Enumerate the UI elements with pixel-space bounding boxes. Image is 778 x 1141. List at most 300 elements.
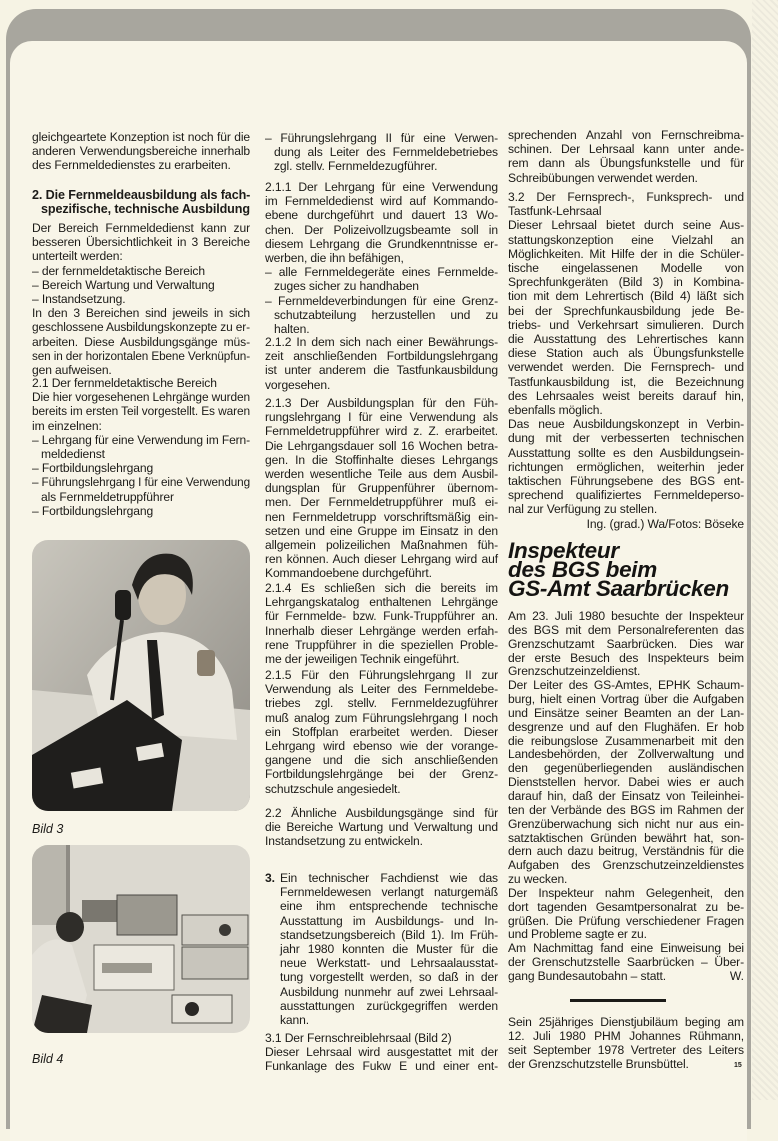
text-line-content: zeit anschließenden Fortbildungslehrgang <box>265 349 498 364</box>
text-line-content: dern auch dazu beitrug, Verständnis für die <box>508 844 744 859</box>
text-line-content: arbeiten. Diese Ausbildungsgänge müs- <box>32 334 250 349</box>
text-line <box>508 403 744 417</box>
text-line <box>265 439 498 453</box>
text-line-content: schutzabteilung herzustellen und zu <box>274 307 498 322</box>
text-line <box>508 517 744 531</box>
text-line-content: 2.1.3 Der Ausbildungsplan für den Füh- <box>265 396 498 410</box>
text-line-content: zgl. stellv. Fernmeldezugführer. <box>274 159 438 174</box>
text-line <box>32 433 250 447</box>
text-line <box>265 194 498 208</box>
text-line <box>265 999 498 1013</box>
text-line <box>508 735 744 749</box>
text-line-content: muß analog zum Führungslehrgang I noch <box>265 710 498 725</box>
text-line-content: Aufgaben des Grenzschutzeinzeldienstes <box>508 858 744 873</box>
paragraph <box>32 292 250 306</box>
text-line <box>32 278 250 292</box>
text-line-content: darauf hin, daß der Einsatz von Teileinhei- <box>508 788 744 803</box>
text-line-content: schutzschule angesiedelt. <box>265 781 401 796</box>
text-line-content: der Grenzschutzstelle Brunsbüttel. <box>508 1056 689 1071</box>
text-line-content: Sprechfunkgeräten (Bild 3) in Kombina- <box>508 275 744 290</box>
text-line-content: Am Nachmittag fand eine Einweisung bei <box>508 941 744 956</box>
text-line <box>508 204 744 218</box>
paragraph <box>32 264 250 278</box>
text-line-content: chen. Der Polizeivollzugsbeamte soll in <box>265 222 498 237</box>
text-line <box>265 1045 498 1059</box>
text-line <box>32 130 250 144</box>
text-line <box>265 914 498 928</box>
text-line <box>265 753 498 767</box>
text-line <box>265 180 498 194</box>
text-line <box>265 349 498 363</box>
intro-paragraph <box>32 130 250 173</box>
text-line-content: neue Werkstatt- und Lehrsaalausstat- <box>280 956 498 971</box>
text-line-content: die Bereiche Wartung und Verwaltung und <box>265 820 498 835</box>
text-line-content: grüßen. Die Prüfung verschiedener Fragen <box>508 913 744 928</box>
text-line <box>508 375 744 389</box>
text-line-content: und Einsätze seiner Beamten an der Lan- <box>508 705 744 720</box>
text-line <box>508 721 744 735</box>
text-line-content: gleichgeartete Konzeption ist noch für die <box>32 130 250 144</box>
text-line <box>265 410 498 424</box>
paragraph <box>508 517 744 531</box>
paragraph <box>508 190 744 218</box>
text-line <box>265 237 498 251</box>
text-line <box>508 446 744 460</box>
text-line <box>265 767 498 781</box>
text-line-content: stattungskonzeption eine Vielzahl an <box>508 232 744 247</box>
article-title-line: GS-Amt Saarbrücken <box>508 576 729 601</box>
text-line-content: ebenfalls möglich. <box>508 403 603 418</box>
text-line <box>265 682 498 696</box>
text-line <box>508 610 744 624</box>
text-line-content: sprechend qualifiziertes Fernmeldeperso- <box>508 488 744 503</box>
text-line <box>32 490 250 504</box>
text-line <box>265 481 498 495</box>
text-line-content: gang Bundesautobahn – statt. <box>508 968 667 983</box>
text-line-content: unterteilt werden: <box>32 249 123 264</box>
text-line <box>32 376 250 390</box>
text-line <box>508 431 744 445</box>
text-line-content: 2.1.1 Der Lehrgang für eine Verwendung <box>265 180 498 194</box>
jubilee-notice <box>508 1016 744 1071</box>
text-line <box>508 389 744 403</box>
text-line-content: richtungen ermöglichen, weiterhin jeder <box>508 459 744 474</box>
paragraph <box>265 131 498 174</box>
text-line-content: für Fernmelde- bzw. Funk-Truppführer an. <box>265 609 498 624</box>
text-line <box>508 275 744 289</box>
text-line <box>508 818 744 832</box>
text-line-content: desgrenze und auf den Flughäfen. Er hob <box>508 719 744 734</box>
text-line-content: Dienststellen hervor. Dabei wies er auch <box>508 775 744 790</box>
paragraph <box>32 221 250 264</box>
text-line <box>508 638 744 652</box>
text-line <box>508 832 744 846</box>
text-line-content: diesem Lehrgang die Grundkenntnisse er- <box>265 236 498 251</box>
article-title-line: des BGS beim <box>508 557 657 582</box>
text-line <box>508 247 744 261</box>
text-line-content: dungsplan für Gruppenführer übernom- <box>265 481 498 496</box>
text-line-content: den gegenüberliegenden ausländischen <box>508 761 744 776</box>
section-2-1-3 <box>265 396 498 581</box>
text-line <box>32 144 250 158</box>
text-line <box>508 318 744 332</box>
paragraph <box>265 1031 498 1045</box>
text-line <box>265 711 498 725</box>
text-line <box>508 665 744 679</box>
paragraph <box>32 433 250 461</box>
text-line <box>265 510 498 524</box>
text-line <box>265 739 498 753</box>
section-2-heading <box>32 188 250 216</box>
paragraph <box>265 335 498 392</box>
text-line-content: nal zur Verfügung zu stellen. <box>508 502 658 517</box>
photo-caption-bild-4: Bild 4 <box>32 1052 64 1066</box>
text-line-content: Fortbildungslehrgänge bei der Grenz- <box>265 767 498 782</box>
text-line <box>32 404 250 418</box>
text-line <box>508 859 744 873</box>
text-line <box>265 806 498 820</box>
section-3-number: 3. <box>265 871 275 885</box>
text-line <box>32 158 250 172</box>
text-line <box>508 845 744 859</box>
text-line-content: Am 23. Juli 1980 besuchte der Inspekteur <box>508 609 744 623</box>
text-line-content: Ausstattung sollte es den Ausbildungsein- <box>508 445 744 460</box>
text-line-content: taktischen Führungsebene des BGS ent- <box>508 474 744 489</box>
text-line <box>265 1031 498 1045</box>
text-line-content: werben, die ihn befähigen, <box>265 251 404 266</box>
text-line-content: Sein 25jähriges Dienstjubiläum beging am <box>508 1015 744 1029</box>
paragraph <box>265 581 498 666</box>
text-line <box>508 873 744 887</box>
text-line-content: dort tagenden Gesamtpersonalrat zu be- <box>508 899 744 914</box>
text-line <box>265 624 498 638</box>
text-line-content: Lehrgang wird ebenso wie der vorange- <box>265 739 498 754</box>
text-line <box>265 251 498 265</box>
photo-bild-3 <box>32 540 250 811</box>
text-line-content: rem dann als Übungsfunkstelle und für <box>508 156 744 171</box>
section-3-1-continued <box>508 128 744 185</box>
text-line-content: meldedienst <box>41 447 105 462</box>
text-line <box>265 985 498 999</box>
text-line-content: 2.2 Ähnliche Ausbildungsgänge sind für <box>265 806 498 820</box>
text-line <box>508 142 744 156</box>
text-line-content: men. Der Fernmeldetruppführer muß ei- <box>265 495 498 510</box>
text-line <box>508 171 744 185</box>
text-line <box>508 460 744 474</box>
text-line-content: verwendet werden. Die Fernsprech- und <box>508 360 744 375</box>
text-line-content: Der Bereich Fernmeldedienst kann zur <box>32 221 250 235</box>
paragraph <box>508 1016 744 1071</box>
text-line <box>265 725 498 739</box>
list-item-fuehrungslehrgang-2 <box>265 131 498 174</box>
text-line <box>32 475 250 489</box>
text-line <box>265 453 498 467</box>
text-line-content: die reibungslose Zusammenarbeit mit den <box>508 733 744 748</box>
text-line-content: – Bereich Wartung und Verwaltung <box>32 277 215 292</box>
text-line <box>265 265 498 279</box>
text-line <box>265 396 498 410</box>
text-line-content: 2.1.4 Es schließen sich die bereits im <box>265 581 498 595</box>
text-line-content: Funkanlage des Fukw E und einer ent- <box>265 1059 498 1074</box>
page-number: 15 <box>734 1062 742 1069</box>
text-line <box>32 188 250 202</box>
text-line-content: – Führungslehrgang II für eine Verwen- <box>265 131 498 145</box>
paragraph <box>32 130 250 173</box>
text-line-content: Instandsetzung zu entwickeln. <box>265 834 423 849</box>
text-line <box>508 218 744 232</box>
text-line-content: Innerhalb dieser Lehrgänge werden erfah- <box>265 623 498 638</box>
text-line <box>32 249 250 263</box>
text-line-content: – Fortbildungslehrgang <box>32 461 154 476</box>
paragraph <box>265 871 498 1027</box>
text-line <box>508 190 744 204</box>
text-line-content: bei der Sprechfunkausbildung jede Be- <box>508 303 744 318</box>
text-line <box>265 279 498 293</box>
text-line-content: im einzelnen: <box>32 418 102 433</box>
text-line <box>265 668 498 682</box>
article-title-line: Inspekteur <box>508 538 619 563</box>
text-line <box>265 524 498 538</box>
text-line <box>508 332 744 346</box>
text-line <box>265 899 498 913</box>
text-line <box>265 638 498 652</box>
text-line-content: – Instandsetzung. <box>32 292 126 307</box>
text-line <box>265 652 498 666</box>
text-line <box>265 595 498 609</box>
text-line <box>265 467 498 481</box>
text-line-content: Möglichkeiten. Mit Hilfe der in die Schüler- <box>508 246 744 261</box>
text-line-content: Ausstattung im Ausbildungs- und In- <box>280 913 498 928</box>
text-line-content: gen aufweisen. <box>32 363 112 378</box>
text-line <box>265 223 498 237</box>
text-line-content: dung mit der verbesserten technischen <box>508 431 744 446</box>
text-line-content: anderen Verwendungsbereiche innerhalb <box>32 144 250 159</box>
section-2-1-text <box>32 376 250 518</box>
text-line <box>32 264 250 278</box>
text-line <box>32 221 250 235</box>
text-line <box>265 208 498 222</box>
text-line <box>265 609 498 623</box>
text-line-content: ausstattungen zurückgegriffen werden <box>280 998 498 1013</box>
paragraph <box>508 679 744 887</box>
section-2-2 <box>265 806 498 849</box>
text-line-content: halten. <box>274 322 310 337</box>
text-line-content: bereits im ersten Teil vorgestellt. Es waren <box>32 404 250 419</box>
text-line <box>32 320 250 334</box>
text-line-content: spezifische, technische Ausbildung <box>41 202 250 217</box>
text-line <box>508 804 744 818</box>
text-line <box>508 887 744 901</box>
text-line <box>508 901 744 915</box>
text-line-content: im Fernmeldedienst wird auf Kommando- <box>265 194 498 209</box>
text-line-content: Das neue Ausbildungskonzept in Verbin- <box>508 417 744 432</box>
text-line <box>32 390 250 404</box>
text-line <box>508 488 744 502</box>
text-line-content: – Führungslehrgang I für eine Verwendung <box>32 475 250 490</box>
separator-rule <box>570 999 666 1002</box>
text-line-content: Ausbildung nunmehr auf zwei Lehrsaal- <box>280 984 498 999</box>
text-line <box>508 261 744 275</box>
text-line <box>508 128 744 142</box>
text-line-content: Ing. (grad.) Wa/Fotos: Böseke <box>586 516 744 531</box>
text-line <box>265 956 498 970</box>
text-line <box>32 292 250 306</box>
paragraph <box>32 461 250 475</box>
text-line <box>508 1044 744 1058</box>
text-line-content: Grenzschutzamt Saarbrücken. Dies war <box>508 636 744 651</box>
text-line <box>265 820 498 834</box>
section-3-1 <box>265 1031 498 1074</box>
text-line-content: Fernmeldewesen verlangt naturgemäß <box>280 885 498 900</box>
text-line <box>265 566 498 580</box>
text-line-content: me der jeweiligen Technik eingeführt. <box>265 652 460 667</box>
text-line-content: besseren Übersichtlichkeit in 3 Bereiche <box>32 235 250 250</box>
paragraph <box>508 887 744 942</box>
text-line-content: der erste Besuch des Inspekteurs beim <box>508 650 744 665</box>
text-line-content: seit September 1978 Vertreter des Leiters <box>508 1042 744 1057</box>
text-line <box>508 956 744 970</box>
text-line <box>265 1013 498 1027</box>
text-line-content: Kommandoebene durchgeführt. <box>265 566 432 581</box>
paragraph <box>265 1045 498 1073</box>
paragraph <box>508 128 744 185</box>
paragraph <box>508 218 744 417</box>
text-line-content: standsetzungsbereich (Bild 1). Im Früh- <box>280 927 498 942</box>
section-3-text <box>265 871 498 1027</box>
text-line <box>32 461 250 475</box>
text-line <box>508 624 744 638</box>
text-line-content: zuges sicher zu handhaben <box>274 279 419 294</box>
paragraph <box>265 180 498 265</box>
section-2-1-5 <box>265 668 498 796</box>
text-line-content: In den 3 Bereichen sind jeweils in sich <box>32 306 250 321</box>
text-line-content: Grenzüberwachung sich nicht nur aus ein- <box>508 816 744 831</box>
text-line <box>508 417 744 431</box>
text-line <box>265 871 498 885</box>
text-line-content: satztaktischen Gründen bewährt hat, son- <box>508 830 744 845</box>
text-line <box>508 304 744 318</box>
text-line-content: 3.2 Der Fernsprech-, Funksprech- und <box>508 190 744 204</box>
text-line-content: der Grenschutzstelle Saarbrücken – Über- <box>508 955 744 970</box>
text-line <box>508 652 744 666</box>
text-line-content: 2.1.5 Für den Führungslehrgang II zur <box>265 668 498 682</box>
text-line-content: Tastfunkausbildung ist, die Bezeichnung <box>508 374 744 389</box>
paragraph <box>32 504 250 518</box>
text-line-content: 2.1.2 In dem sich nach einer Bewährungs- <box>265 335 498 349</box>
text-line-content: Tastfunk-Lehrsaal <box>508 204 602 219</box>
text-line <box>508 233 744 247</box>
text-line <box>508 360 744 374</box>
text-line-content: Landesbehörden, der Zollverwaltung und <box>508 747 744 762</box>
text-line-content: diese Station auch als Übungsfunkstelle <box>508 346 744 361</box>
text-line <box>32 235 250 249</box>
text-line-content: nen Fernmeldetrupp vorschriftsmäßig ein- <box>265 509 498 524</box>
text-line-content: Der Leiter des GS-Amtes, EPHK Schaum- <box>508 678 744 693</box>
paragraph <box>32 188 250 216</box>
text-line <box>265 145 498 159</box>
text-line-content: zu wecken. <box>508 872 568 887</box>
text-line <box>508 346 744 360</box>
text-line <box>265 696 498 710</box>
text-line-content: 2.1 Der fernmeldetaktische Bereich <box>32 376 217 390</box>
text-line-content: ren können. Auch dieser Lehrgang wird auf <box>265 552 498 567</box>
text-line <box>265 424 498 438</box>
text-line-content: ten der Verbände des BGS im Rahmen der <box>508 802 744 817</box>
article-title <box>508 538 748 601</box>
text-line-content: triebs- und Verkehrsart simulieren. Durch <box>508 317 744 332</box>
text-line <box>265 308 498 322</box>
text-line-content: – Lehrgang für eine Verwendung im Fern- <box>32 432 250 447</box>
text-line-content: und Probleme sagte er zu. <box>508 927 647 942</box>
text-line <box>508 679 744 693</box>
text-line-content: vorgesehen. <box>265 377 331 392</box>
text-line <box>265 378 498 392</box>
text-line-content: – Fernmeldeverbindungen für eine Grenz- <box>265 293 498 308</box>
text-line <box>265 495 498 509</box>
article-author: W. <box>729 969 744 983</box>
paragraph <box>508 610 744 679</box>
text-line <box>265 581 498 595</box>
text-line-content: burg, hielt einen Vortrag über die Aufgaben <box>508 692 744 707</box>
text-line-content: setzen und eine Gruppe im Einsatz in den <box>265 523 498 538</box>
text-line-content: kann. <box>280 1013 309 1028</box>
text-line-content: – der fernmeldetaktische Bereich <box>32 263 205 278</box>
text-line <box>508 1016 744 1030</box>
text-line-content: eine ihm entsprechende technische <box>280 899 498 914</box>
text-line-content: des Lehrsaales weist bereits darauf hin, <box>508 388 744 403</box>
text-line-content: sen in der horizontalen Ebene Verknüpfun- <box>32 348 250 363</box>
text-line <box>508 776 744 790</box>
text-line-content: allgemein polizeilichen Maßnahmen füh- <box>265 538 498 553</box>
text-line-content: Schreibübungen verwendet werden. <box>508 170 698 185</box>
text-line <box>265 970 498 984</box>
text-line <box>508 748 744 762</box>
text-line-content: triebes zgl. stellv. Fernmeldezugführer <box>265 696 498 711</box>
text-line <box>32 419 250 433</box>
text-line-content: Die Lehrgangsdauer soll 16 Wochen betra- <box>265 438 498 453</box>
text-line-content: Grenzschutzeinzeldienst. <box>508 664 641 679</box>
paragraph <box>32 376 250 390</box>
text-line-content: geschlossene Ausbildungskonzepte zu er- <box>32 320 250 335</box>
text-line <box>32 202 250 216</box>
text-line-content: werden wesentliche Teile aus dem Ausbil- <box>265 467 498 482</box>
text-line-content: gangene und die sich anschließenden <box>265 753 498 768</box>
text-line <box>508 928 744 942</box>
paragraph <box>32 306 250 377</box>
paragraph <box>508 417 744 516</box>
text-line <box>32 349 250 363</box>
text-line <box>508 790 744 804</box>
photo-bild-4 <box>32 845 250 1033</box>
section-3-2 <box>508 190 744 531</box>
text-line <box>32 335 250 349</box>
text-line-content: Dieser Lehrsaal wird ausgestattet mit der <box>265 1045 498 1060</box>
section-2-1-2 <box>265 335 498 392</box>
text-line <box>265 942 498 956</box>
text-line-content: tische eingelassenen Modelle von <box>508 261 744 276</box>
text-line <box>265 834 498 848</box>
text-line <box>265 1059 498 1073</box>
text-line <box>32 306 250 320</box>
section-2-1-4 <box>265 581 498 666</box>
text-line <box>508 693 744 707</box>
text-line <box>508 942 744 956</box>
text-line-content: Der Inspekteur nahm Gelegenheit, den <box>508 885 744 900</box>
text-line <box>508 156 744 170</box>
text-line-content: Lehrgangskatalog enthaltenen Lehrgänge <box>265 595 498 610</box>
text-line <box>508 707 744 721</box>
page-edge <box>752 0 778 1100</box>
